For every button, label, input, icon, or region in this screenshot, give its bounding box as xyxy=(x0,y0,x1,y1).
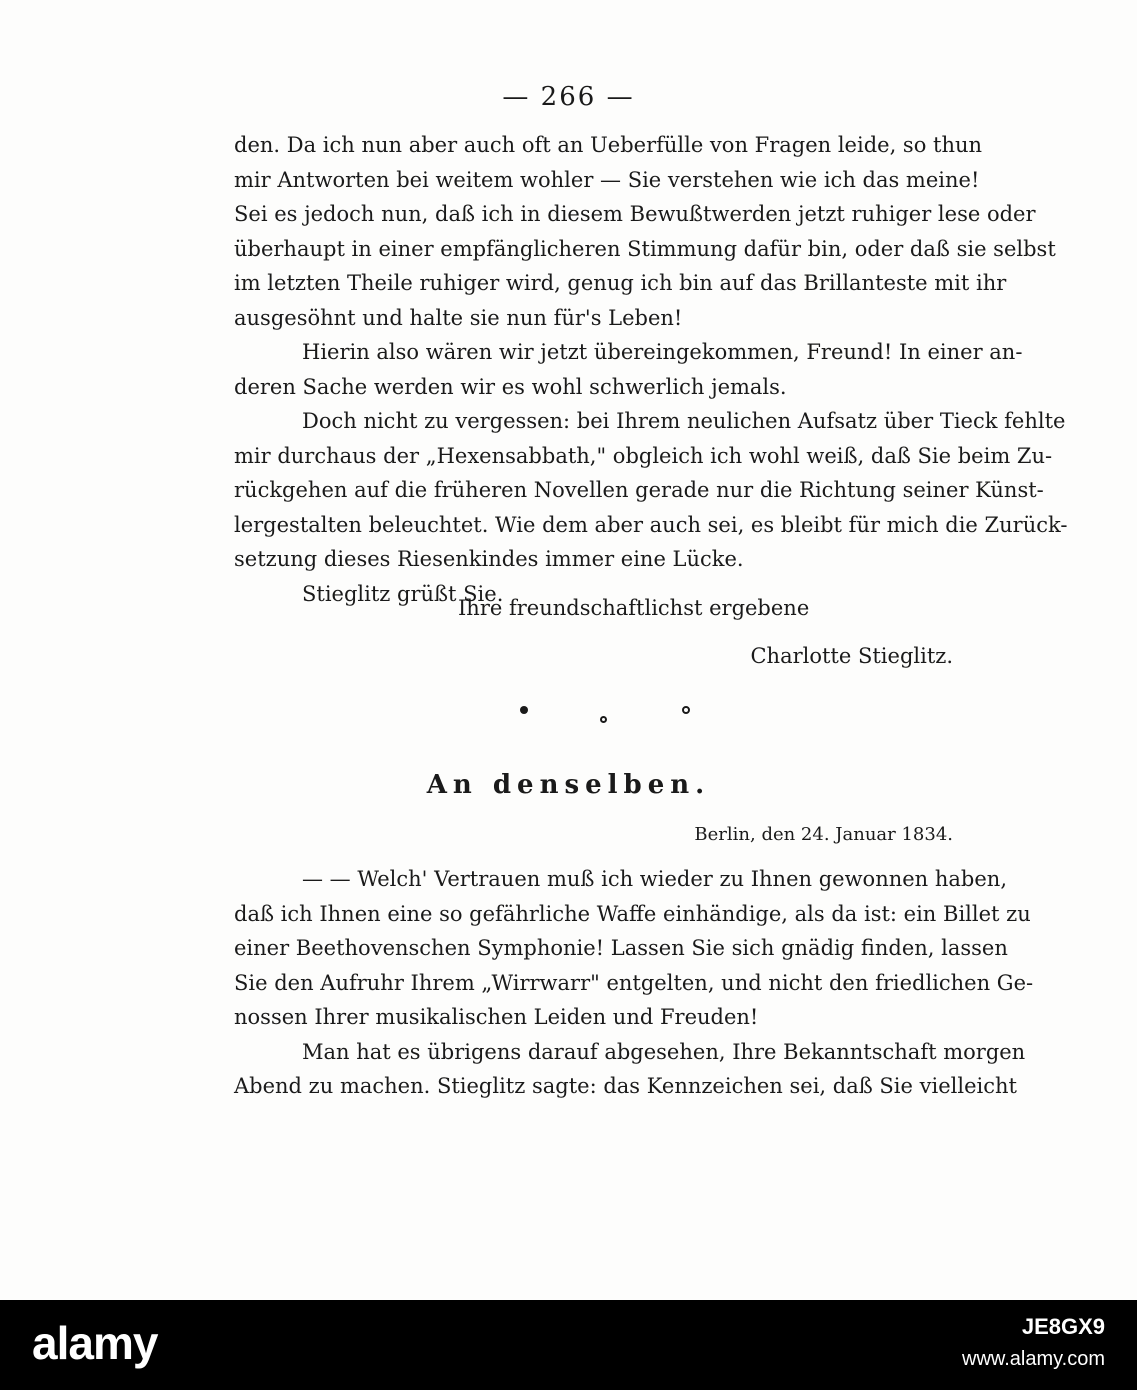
text-line: mir durchaus der „Hexensabbath," obgleich ich wohl weiß, daß Sie beim Zu- xyxy=(234,443,1053,468)
text-line: einer Beethovenschen Symphonie! Lassen Sie sich gnädig finden, lassen xyxy=(234,936,1008,960)
text-line: überhaupt in einer empfänglicheren Stimmung dafür bin, oder daß sie selbst xyxy=(234,236,1056,261)
text-line: rückgehen auf die früheren Novellen gerade nur die Richtung seiner Künst- xyxy=(234,478,1044,502)
text-line: setzung dieses Riesenkindes immer eine Lücke. xyxy=(234,547,744,571)
image-id: JE8GX9 xyxy=(1021,1314,1105,1339)
text-line: Stieglitz grüßt Sie. xyxy=(302,581,504,606)
text-line: daß ich Ihnen eine so gefährliche Waffe einhändige, als da ist: ein Billet zu xyxy=(234,901,1031,926)
letter-signature: Charlotte Stieglitz. xyxy=(750,644,953,668)
text-line: nossen Ihrer musikalischen Leiden und Freuden! xyxy=(234,1005,759,1029)
text-line: Doch nicht zu vergessen: bei Ihrem neulichen Aufsatz über Tieck fehlte xyxy=(302,409,1066,433)
text-line: Sei es jedoch nun, daß ich in diesem Bewußtwerden jetzt ruhiger lese oder xyxy=(234,202,1036,226)
divider-dot xyxy=(682,706,690,714)
letter-title: An denselben. xyxy=(426,770,711,800)
text-line: ausgesöhnt und halte sie nun für's Leben! xyxy=(234,305,683,330)
text-line: mir Antworten bei weitem wohler — Sie verstehen wie ich das meine! xyxy=(234,167,980,192)
text-line: im letzten Theile ruhiger wird, genug ich bin auf das Brillanteste mit ihr xyxy=(234,271,1007,295)
text-line: deren Sache werden wir es wohl schwerlich jemals. xyxy=(234,374,787,399)
letter-closing: Ihre freundschaftlichst ergebene xyxy=(458,596,810,620)
text-line: den. Da ich nun aber auch oft an Ueberfülle von Fragen leide, so thun xyxy=(234,133,983,157)
text-line: — — Welch' Vertrauen muß ich wieder zu Ihnen gewonnen haben, xyxy=(302,867,1007,891)
letter-dateline: Berlin, den 24. Januar 1834. xyxy=(694,824,953,845)
letter-body xyxy=(234,862,1034,1104)
letter-body xyxy=(234,128,1068,611)
divider-dot xyxy=(600,716,607,723)
text-line: Hierin also wären wir jetzt übereingekommen, Freund! In einer an- xyxy=(302,340,1023,364)
alamy-logo: alamy xyxy=(32,1317,158,1369)
watermark-bar xyxy=(0,1300,1137,1390)
text-line: Sie den Aufruhr Ihrem „Wirrwarr" entgelten, und nicht den friedlichen Ge- xyxy=(234,970,1034,995)
text-line: Man hat es übrigens darauf abgesehen, Ihre Bekanntschaft morgen xyxy=(302,1039,1026,1064)
watermark-url: www.alamy.com xyxy=(962,1348,1105,1370)
section-divider xyxy=(0,700,1137,730)
divider-dot xyxy=(520,706,528,714)
text-line: lergestalten beleuchtet. Wie dem aber auch sei, es bleibt für mich die Zurück- xyxy=(234,512,1068,537)
text-line: Abend zu machen. Stieglitz sagte: das Kennzeichen sei, daß Sie vielleicht xyxy=(234,1074,1017,1098)
page-number: — 266 — xyxy=(502,82,635,112)
